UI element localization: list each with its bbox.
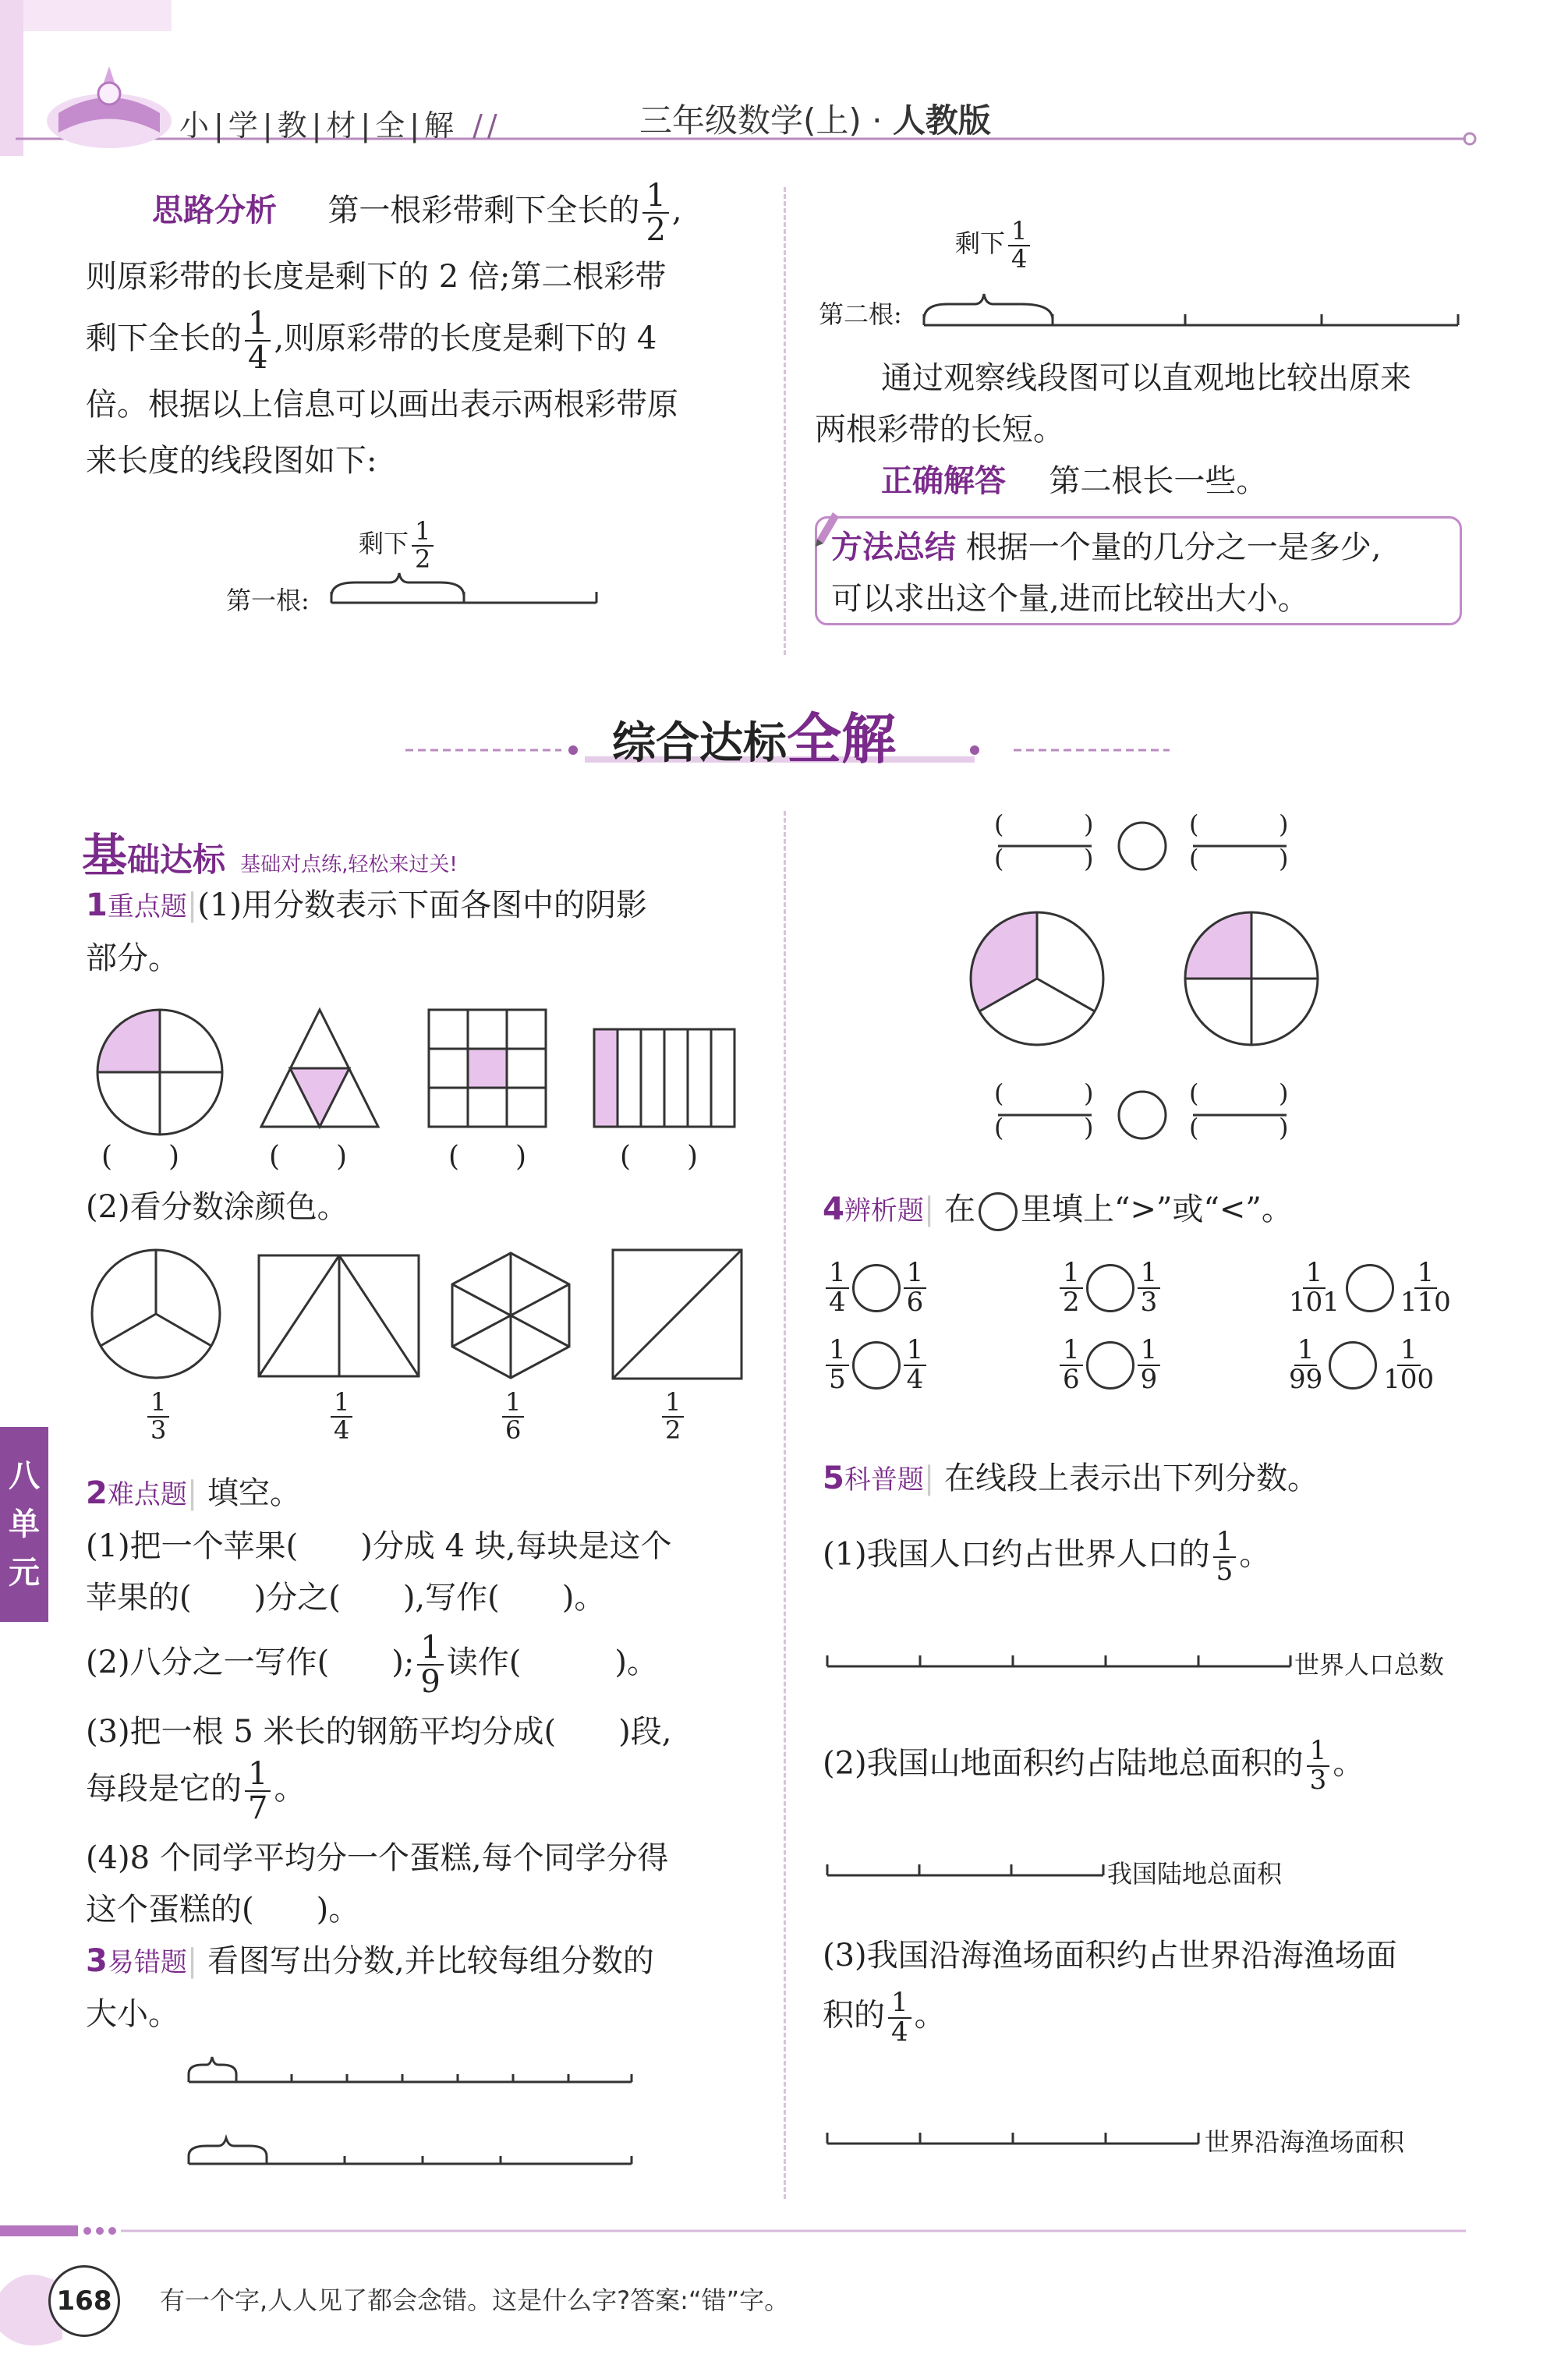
analysis-line2: 则原彩带的长度是剩下的 2 倍;第二根彩带 xyxy=(86,259,667,295)
fraction-half: $\frac{1}{2}$ xyxy=(642,179,668,246)
q2-line4: (3)把一根 5 米长的钢筋平均分成( )段, xyxy=(86,1714,672,1750)
q5-b-text xyxy=(823,1737,1364,1794)
method-line1: 根据一个量的几分之一是多少, xyxy=(965,529,1382,565)
q3-compare-bottom xyxy=(990,1080,1318,1150)
q3-tag: 易错题 xyxy=(107,1947,187,1978)
segment-diagram-first xyxy=(226,516,616,620)
q4-text-a: 在 xyxy=(944,1191,976,1227)
page-number: 168 xyxy=(48,2265,120,2337)
rest-label: 剩下 xyxy=(359,529,409,559)
paren-close: ) xyxy=(1279,844,1289,873)
question-2: 2难点题| 填空。 (1)把一个苹果( )分成 4 块,每块是这个 苹果的( )分之( ),写作( )。 (2)八分之一写作( ); $\frac{1}{9}$ 读作( )。 (3)把一根 5 米长的钢筋平均分成( )段, 每段是它的 $\frac{1}{7}$ 。 (4)8 个同学平均分一个蛋糕,每个同学分得 这个蛋糕的( )。 3易错题| 看图写出分数,并比较每组分数的 大小。 xyxy=(86,1468,772,2040)
analysis-label: 思路分析 xyxy=(152,193,277,228)
q1-frac-1: $\frac{1}{3}$ xyxy=(144,1390,172,1443)
paren-close: ) xyxy=(1279,809,1289,839)
q1-part2: (2)看分数涂颜色。 xyxy=(86,1189,349,1225)
q3-compare-top xyxy=(990,811,1318,881)
analysis-line3a: 剩下全长的 xyxy=(86,320,242,356)
method-line2: 可以求出这个量,进而比较出大小。 xyxy=(831,581,1309,617)
method-label: 方法总结 xyxy=(831,529,956,565)
q1-blank-1[interactable]: ( ) xyxy=(101,1141,180,1173)
pie-thirds-figure xyxy=(971,912,1103,1045)
paren-open: ( xyxy=(994,844,1004,873)
q3-segment-2 xyxy=(189,2138,632,2164)
q2-line2: 苹果的( )分之( ),写作( )。 xyxy=(86,1580,606,1616)
q2-number: 2 xyxy=(86,1475,108,1511)
tab-char-2: 单 xyxy=(9,1506,40,1542)
analysis-line1: 第一根彩带剩下全长的 xyxy=(327,193,640,228)
q1-tag: 重点题 xyxy=(107,891,187,922)
q2-line7: 这个蛋糕的( )。 xyxy=(86,1892,360,1928)
q4-pair: $\frac{1}{101}$ $\frac{1}{110}$ xyxy=(1289,1257,1451,1318)
footer-riddle: 有一个字,人人见了都会念错。这是什么字?答案:“错”字。 xyxy=(160,2285,790,2315)
q5-c-segment xyxy=(823,2126,1212,2158)
rest-fraction: $\frac{1}{2}$ xyxy=(412,519,434,572)
q1-text1: (1)用分数表示下面各图中的阴影 xyxy=(197,887,647,923)
hexagon-figure xyxy=(452,1253,569,1378)
compare-circle[interactable] xyxy=(852,1264,901,1312)
obs-line2: 两根彩带的长短。 xyxy=(815,412,1064,448)
period: 。 xyxy=(914,1997,946,2034)
compare-circle[interactable] xyxy=(1086,1264,1134,1312)
question-4: 4辨析题| 在 里填上“>”或“<”。 xyxy=(823,1184,1524,1237)
badge-text: 础达标 xyxy=(127,841,226,879)
q3-line1: 看图写出分数,并比较每组分数的 xyxy=(207,1943,654,1979)
q5-b-label: 我国陆地总面积 xyxy=(1107,1859,1283,1889)
tab-char-3: 元 xyxy=(9,1555,40,1591)
q5-c1: (3)我国沿海渔场面积约占世界沿海渔场面 xyxy=(823,1938,1397,1974)
q5-a-label: 世界人口总数 xyxy=(1294,1650,1445,1680)
analysis-line3b: ,则原彩带的长度是剩下的 4 xyxy=(274,320,657,356)
q5-c-fraction: $\frac{1}{4}$ xyxy=(888,1989,911,2046)
paren-close: ) xyxy=(1084,1078,1094,1108)
book-logo-icon xyxy=(43,51,175,152)
q5-c2: 积的 xyxy=(823,1997,885,2034)
q5-a-fraction: $\frac{1}{5}$ xyxy=(1213,1528,1237,1585)
q2-line3a: (2)八分之一写作( ); xyxy=(86,1645,415,1680)
q5-a-segment xyxy=(823,1649,1306,1680)
paren-open: ( xyxy=(1189,1113,1199,1142)
edition: 人教版 xyxy=(892,101,991,140)
paren-open: ( xyxy=(1189,1078,1199,1108)
q2-tag: 难点题 xyxy=(107,1479,187,1510)
obs-line1: 通过观察线段图可以直观地比较出原来 xyxy=(881,360,1411,396)
rest-fraction-2: $\frac{1}{4}$ xyxy=(1008,218,1030,272)
paren-close: ) xyxy=(1084,1113,1094,1142)
first-label: 第一根: xyxy=(226,586,310,615)
answer-label: 正确解答 xyxy=(881,463,1006,499)
observation xyxy=(815,352,1517,507)
q3-segment-1 xyxy=(189,2057,632,2082)
q5-a: (1)我国人口约占世界人口的 xyxy=(823,1536,1210,1573)
tab-char-1: 八 xyxy=(9,1458,40,1494)
q3-number: 3 xyxy=(86,1943,108,1979)
square-diagonal-figure xyxy=(613,1250,742,1379)
q2-fraction-ninth: $\frac{1}{9}$ xyxy=(417,1631,443,1698)
q5-number: 5 xyxy=(823,1460,844,1496)
fraction-quarter: $\frac{1}{4}$ xyxy=(245,307,271,374)
period: 。 xyxy=(1333,1745,1364,1782)
paren-open: ( xyxy=(994,1113,1004,1142)
analysis-line5: 来长度的线段图如下: xyxy=(86,443,377,479)
analysis-block xyxy=(86,179,764,487)
q1-frac-4: $\frac{1}{2}$ xyxy=(659,1390,687,1443)
paren-open: ( xyxy=(994,1078,1004,1108)
q3-line2: 大小。 xyxy=(86,1996,179,2032)
period: 。 xyxy=(1239,1536,1271,1573)
paren-close: ) xyxy=(1084,809,1094,839)
q4-pair: $\frac{1}{5}$ $\frac{1}{4}$ xyxy=(823,1337,1057,1393)
badge-tip: 基础对点练,轻松来过关! xyxy=(240,853,458,876)
q1-number: 1 xyxy=(86,887,108,923)
section-title-big: 全解 xyxy=(787,707,896,771)
rest-label-2: 剩下 xyxy=(955,228,1006,259)
answer-text: 第二根长一些。 xyxy=(1049,463,1268,499)
q4-text-b: 里填上“>”或“<”。 xyxy=(1021,1191,1293,1227)
circle-quarters-figure xyxy=(97,1010,222,1135)
q1-color-figures xyxy=(78,1244,780,1400)
section-title-plain: 综合达标 xyxy=(612,717,787,769)
q1-blank-2[interactable]: ( ) xyxy=(269,1141,348,1173)
q4-pair: $\frac{1}{4}$ $\frac{1}{6}$ xyxy=(823,1259,1057,1316)
pencil-icon xyxy=(811,508,842,547)
paren-close: ) xyxy=(1084,844,1094,873)
q5-b-fraction: $\frac{1}{3}$ xyxy=(1307,1737,1330,1794)
basic-badge xyxy=(82,819,628,882)
q4-comparisons xyxy=(823,1259,1540,1394)
q5-b: (2)我国山地面积约占陆地总面积的 xyxy=(823,1745,1304,1782)
book-series-suffix: // xyxy=(473,108,502,143)
column-divider-top xyxy=(784,187,786,655)
paren-close: ) xyxy=(1279,1078,1289,1108)
q2-line5a: 每段是它的 xyxy=(86,1771,242,1807)
q4-pair: $\frac{1}{99}$ $\frac{1}{100}$ xyxy=(1289,1334,1435,1396)
rectangle-triangles-figure xyxy=(259,1255,419,1376)
q2-line3b: 读作( )。 xyxy=(446,1645,659,1680)
q4-number: 4 xyxy=(823,1191,844,1227)
badge-big: 基 xyxy=(82,829,128,882)
compare-circle xyxy=(1119,823,1166,869)
q2-line1: (1)把一个苹果( )分成 4 块,每块是这个 xyxy=(86,1528,672,1564)
paren-open: ( xyxy=(1189,844,1199,873)
comma: , xyxy=(671,193,682,228)
q4-pair: $\frac{1}{6}$ $\frac{1}{9}$ xyxy=(1057,1337,1283,1393)
q5-tag: 科普题 xyxy=(844,1464,924,1496)
q5-c-text xyxy=(823,1930,1524,2046)
q5-a-text xyxy=(823,1528,1270,1585)
q1-frac-3: $\frac{1}{6}$ xyxy=(499,1390,527,1443)
strips-figure xyxy=(594,1029,734,1127)
q3-pie-figures xyxy=(959,905,1349,1060)
compare-circle[interactable] xyxy=(1329,1341,1377,1390)
q1-blank-4[interactable]: ( ) xyxy=(620,1141,699,1173)
q2-fraction-seventh: $\frac{1}{7}$ xyxy=(245,1758,271,1825)
second-label: 第二根: xyxy=(819,299,902,329)
grid-figure xyxy=(429,1010,546,1127)
unit-side-tab xyxy=(0,1427,48,1622)
analysis-line4: 倍。根据以上信息可以画出表示两根彩带原 xyxy=(86,387,678,423)
triangle-figure xyxy=(261,1010,378,1127)
q2-line6: (4)8 个同学平均分一个蛋糕,每个同学分得 xyxy=(86,1840,669,1876)
q1-frac-2: $\frac{1}{4}$ xyxy=(327,1390,356,1443)
circle-thirds-figure xyxy=(92,1250,220,1378)
footer xyxy=(0,2215,1568,2365)
answer-circle-icon xyxy=(979,1192,1018,1231)
q1-blank-3[interactable]: ( ) xyxy=(448,1141,527,1173)
segment-diagram-second xyxy=(819,218,1520,335)
q2-title: 填空。 xyxy=(207,1475,302,1511)
q5-c-label: 世界沿海渔场面积 xyxy=(1205,2127,1405,2157)
pie-quarters-figure xyxy=(1185,912,1318,1045)
compare-circle[interactable] xyxy=(1086,1341,1134,1390)
q3-segment-diagrams xyxy=(179,2051,725,2191)
column-divider-bottom xyxy=(784,811,786,2199)
compare-circle[interactable] xyxy=(1346,1264,1394,1312)
paren-close: ) xyxy=(1279,1113,1289,1142)
q4-pair: $\frac{1}{2}$ $\frac{1}{3}$ xyxy=(1057,1259,1283,1316)
question-5: 5科普题| 在线段上表示出下列分数。 xyxy=(823,1453,1524,1506)
book-series: 小|学|教|材|全|解 xyxy=(179,108,459,143)
method-summary-box xyxy=(815,516,1462,625)
paren-open: ( xyxy=(994,809,1004,839)
header-dot: · xyxy=(872,101,883,140)
header xyxy=(0,0,1568,156)
section-title xyxy=(390,686,1185,772)
paren-open: ( xyxy=(1189,809,1199,839)
q1-text2: 部分。 xyxy=(86,940,179,976)
subject: 三年级数学(上) xyxy=(639,101,862,140)
q2-line5b: 。 xyxy=(274,1771,306,1807)
q5-b-segment xyxy=(823,1858,1119,1889)
q4-tag: 辨析题 xyxy=(844,1195,924,1227)
question-1: 1重点题|(1)用分数表示下面各图中的阴影 部分。 xyxy=(86,880,772,984)
q5-title: 在线段上表示出下列分数。 xyxy=(944,1460,1319,1496)
compare-circle[interactable] xyxy=(852,1341,901,1390)
